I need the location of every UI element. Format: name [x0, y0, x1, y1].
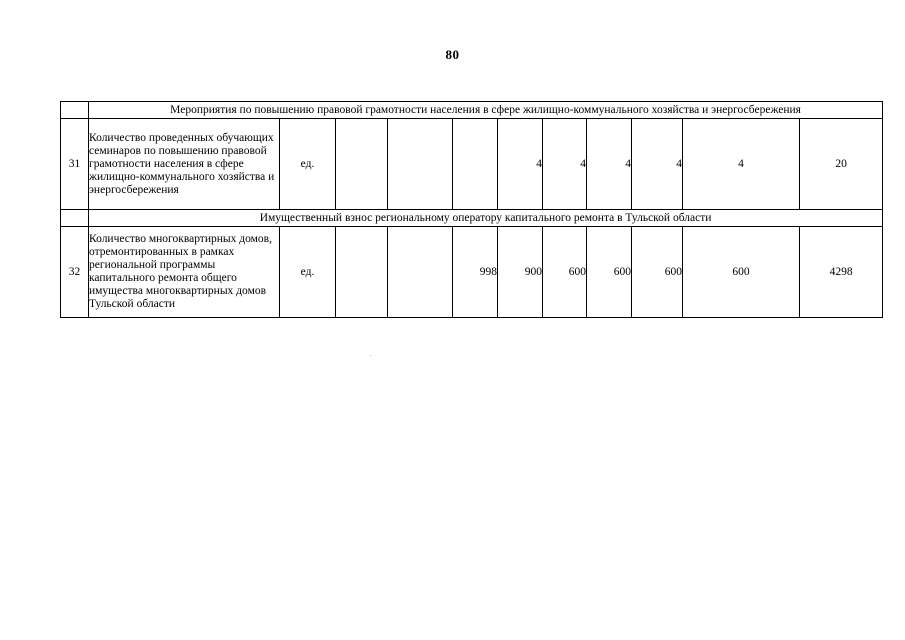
value-cell: 4 — [632, 119, 683, 210]
section-header-row — [61, 210, 883, 227]
total-cell: 4298 — [800, 227, 883, 318]
value-cell: 4 — [498, 119, 543, 210]
section-header-num-cell — [61, 102, 89, 119]
unit-cell: ед. — [280, 227, 336, 318]
value-cell — [453, 119, 498, 210]
table-row — [61, 227, 883, 318]
section-title: Мероприятия по повышению правовой грамотности населения в сфере жилищно-коммунального хозяйства и энергосбережения — [89, 102, 883, 119]
value-cell — [388, 227, 453, 318]
section-header-row — [61, 102, 883, 119]
scan-speck — [370, 355, 371, 356]
value-cell: 900 — [498, 227, 543, 318]
value-cell — [336, 119, 388, 210]
table-row — [61, 119, 883, 210]
indicator-description: Количество многоквартирных домов, отремонтированных в рамках региональной программы капитального ремонта общего имущества многоквартирных домов Тульской области — [89, 227, 280, 318]
value-cell — [388, 119, 453, 210]
value-cell: 4 — [587, 119, 632, 210]
value-cell: 600 — [587, 227, 632, 318]
indicator-description: Количество проведенных обучающих семинаров по повышению правовой грамотности населения в сфере жилищно-коммунального хозяйства и энергосбережения — [89, 119, 280, 210]
row-number: 31 — [61, 119, 89, 210]
value-cell: 4 — [543, 119, 587, 210]
indicators-table — [60, 101, 883, 318]
unit-cell: ед. — [280, 119, 336, 210]
total-cell: 20 — [800, 119, 883, 210]
value-cell — [336, 227, 388, 318]
page-number: 80 — [445, 47, 460, 62]
value-cell: 600 — [543, 227, 587, 318]
row-number: 32 — [61, 227, 89, 318]
value-cell: 600 — [683, 227, 800, 318]
value-cell: 998 — [453, 227, 498, 318]
section-title: Имущественный взнос региональному оператору капитального ремонта в Тульской области — [89, 210, 883, 227]
section-header-num-cell — [61, 210, 89, 227]
value-cell: 600 — [632, 227, 683, 318]
value-cell: 4 — [683, 119, 800, 210]
